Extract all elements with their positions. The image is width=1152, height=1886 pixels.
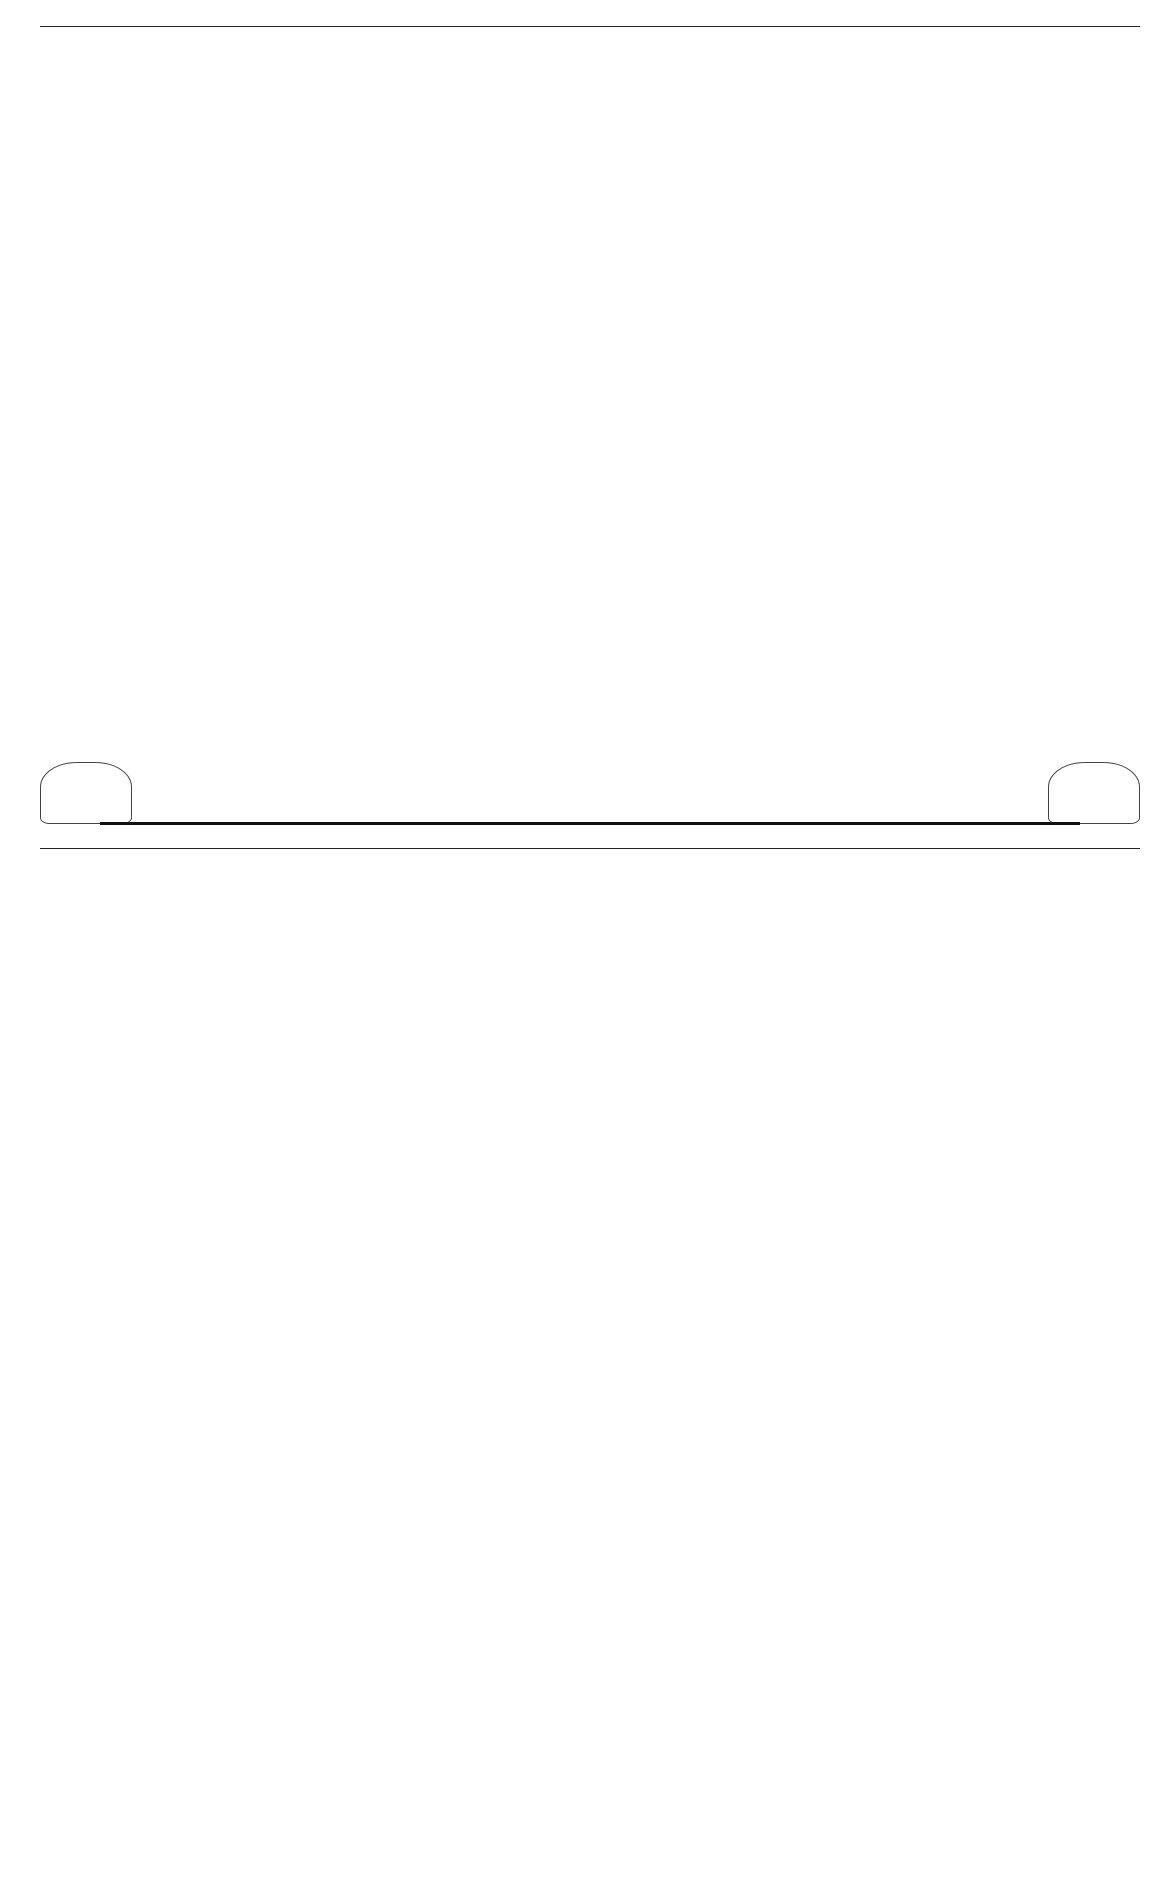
home-service-guide-banner — [40, 752, 1140, 840]
handyman-illustration-right — [1048, 762, 1140, 824]
classified-top-section — [40, 66, 1140, 744]
banner-underline — [100, 822, 1080, 825]
page-header — [40, 8, 1140, 24]
header-rule — [40, 26, 1140, 27]
service-guide-columns — [40, 848, 1140, 1869]
handyman-illustration-left — [40, 762, 132, 824]
